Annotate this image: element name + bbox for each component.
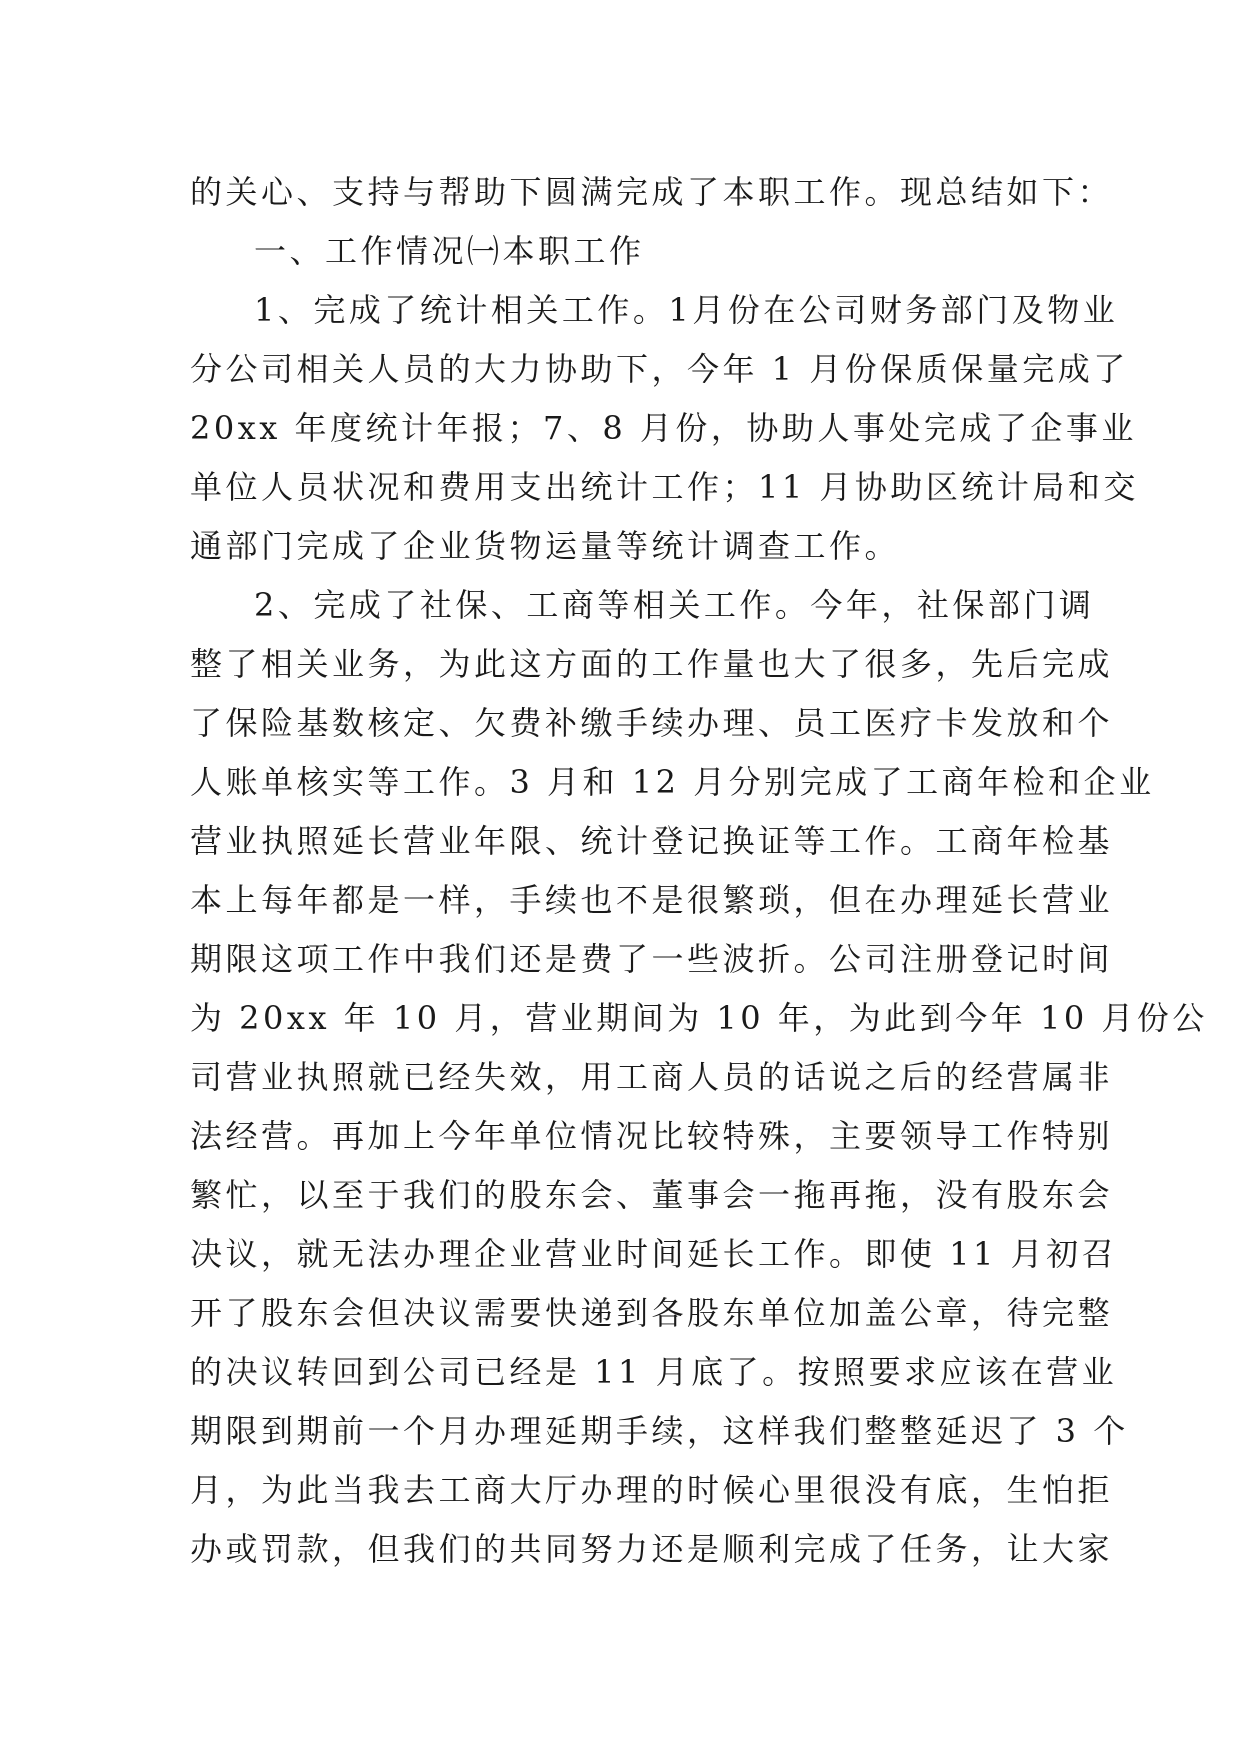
section-heading: 一、工作情况㈠本职工作 bbox=[254, 232, 645, 270]
text-line: 繁忙，以至于我们的股东会、董事会一拖再拖，没有股东会 bbox=[190, 1176, 1114, 1214]
text-line: 本上每年都是一样，手续也不是很繁琐，但在办理延长营业 bbox=[190, 881, 1114, 919]
text-line: 单位人员状况和费用支出统计工作；11 月协助区统计局和交 bbox=[190, 468, 1139, 506]
text-line: 决议，就无法办理企业营业时间延长工作。即使 11 月初召 bbox=[190, 1235, 1118, 1273]
text-line: 开了股东会但决议需要快递到各股东单位加盖公章，待完整 bbox=[190, 1294, 1114, 1332]
text-line: 人账单核实等工作。3 月和 12 月分别完成了工商年检和企业 bbox=[190, 763, 1155, 801]
text-line: 1、完成了统计相关工作。1月份在公司财务部门及物业 bbox=[254, 291, 1119, 329]
text-line: 期限到期前一个月办理延期手续，这样我们整整延迟了 3 个 bbox=[190, 1412, 1129, 1450]
text-line: 为 20xx 年 10 月，营业期间为 10 年，为此到今年 10 月份公 bbox=[190, 999, 1208, 1037]
text-line: 办或罚款，但我们的共同努力还是顺利完成了任务，让大家 bbox=[190, 1530, 1114, 1568]
text-line: 分公司相关人员的大力协助下，今年 1 月份保质保量完成了 bbox=[190, 350, 1129, 388]
text-line: 司营业执照就已经失效，用工商人员的话说之后的经营属非 bbox=[190, 1058, 1114, 1096]
text-line: 通部门完成了企业货物运量等统计调查工作。 bbox=[190, 527, 901, 565]
text-line: 期限这项工作中我们还是费了一些波折。公司注册登记时间 bbox=[190, 940, 1114, 978]
text-line: 法经营。再加上今年单位情况比较特殊，主要领导工作特别 bbox=[190, 1117, 1114, 1155]
text-line: 月，为此当我去工商大厅办理的时候心里很没有底，生怕拒 bbox=[190, 1471, 1114, 1509]
text-line: 20xx 年度统计年报；7、8 月份，协助人事处完成了企事业 bbox=[190, 409, 1137, 447]
text-line: 的关心、支持与帮助下圆满完成了本职工作。现总结如下： bbox=[190, 173, 1114, 211]
body-text bbox=[190, 163, 1208, 1579]
text-line: 2、完成了社保、工商等相关工作。今年，社保部门调 bbox=[254, 586, 1095, 624]
text-line: 了保险基数核定、欠费补缴手续办理、员工医疗卡发放和个 bbox=[190, 704, 1114, 742]
text-line: 整了相关业务，为此这方面的工作量也大了很多，先后完成 bbox=[190, 645, 1114, 683]
text-line: 营业执照延长营业年限、统计登记换证等工作。工商年检基 bbox=[190, 822, 1114, 860]
text-line: 的决议转回到公司已经是 11 月底了。按照要求应该在营业 bbox=[190, 1353, 1118, 1391]
